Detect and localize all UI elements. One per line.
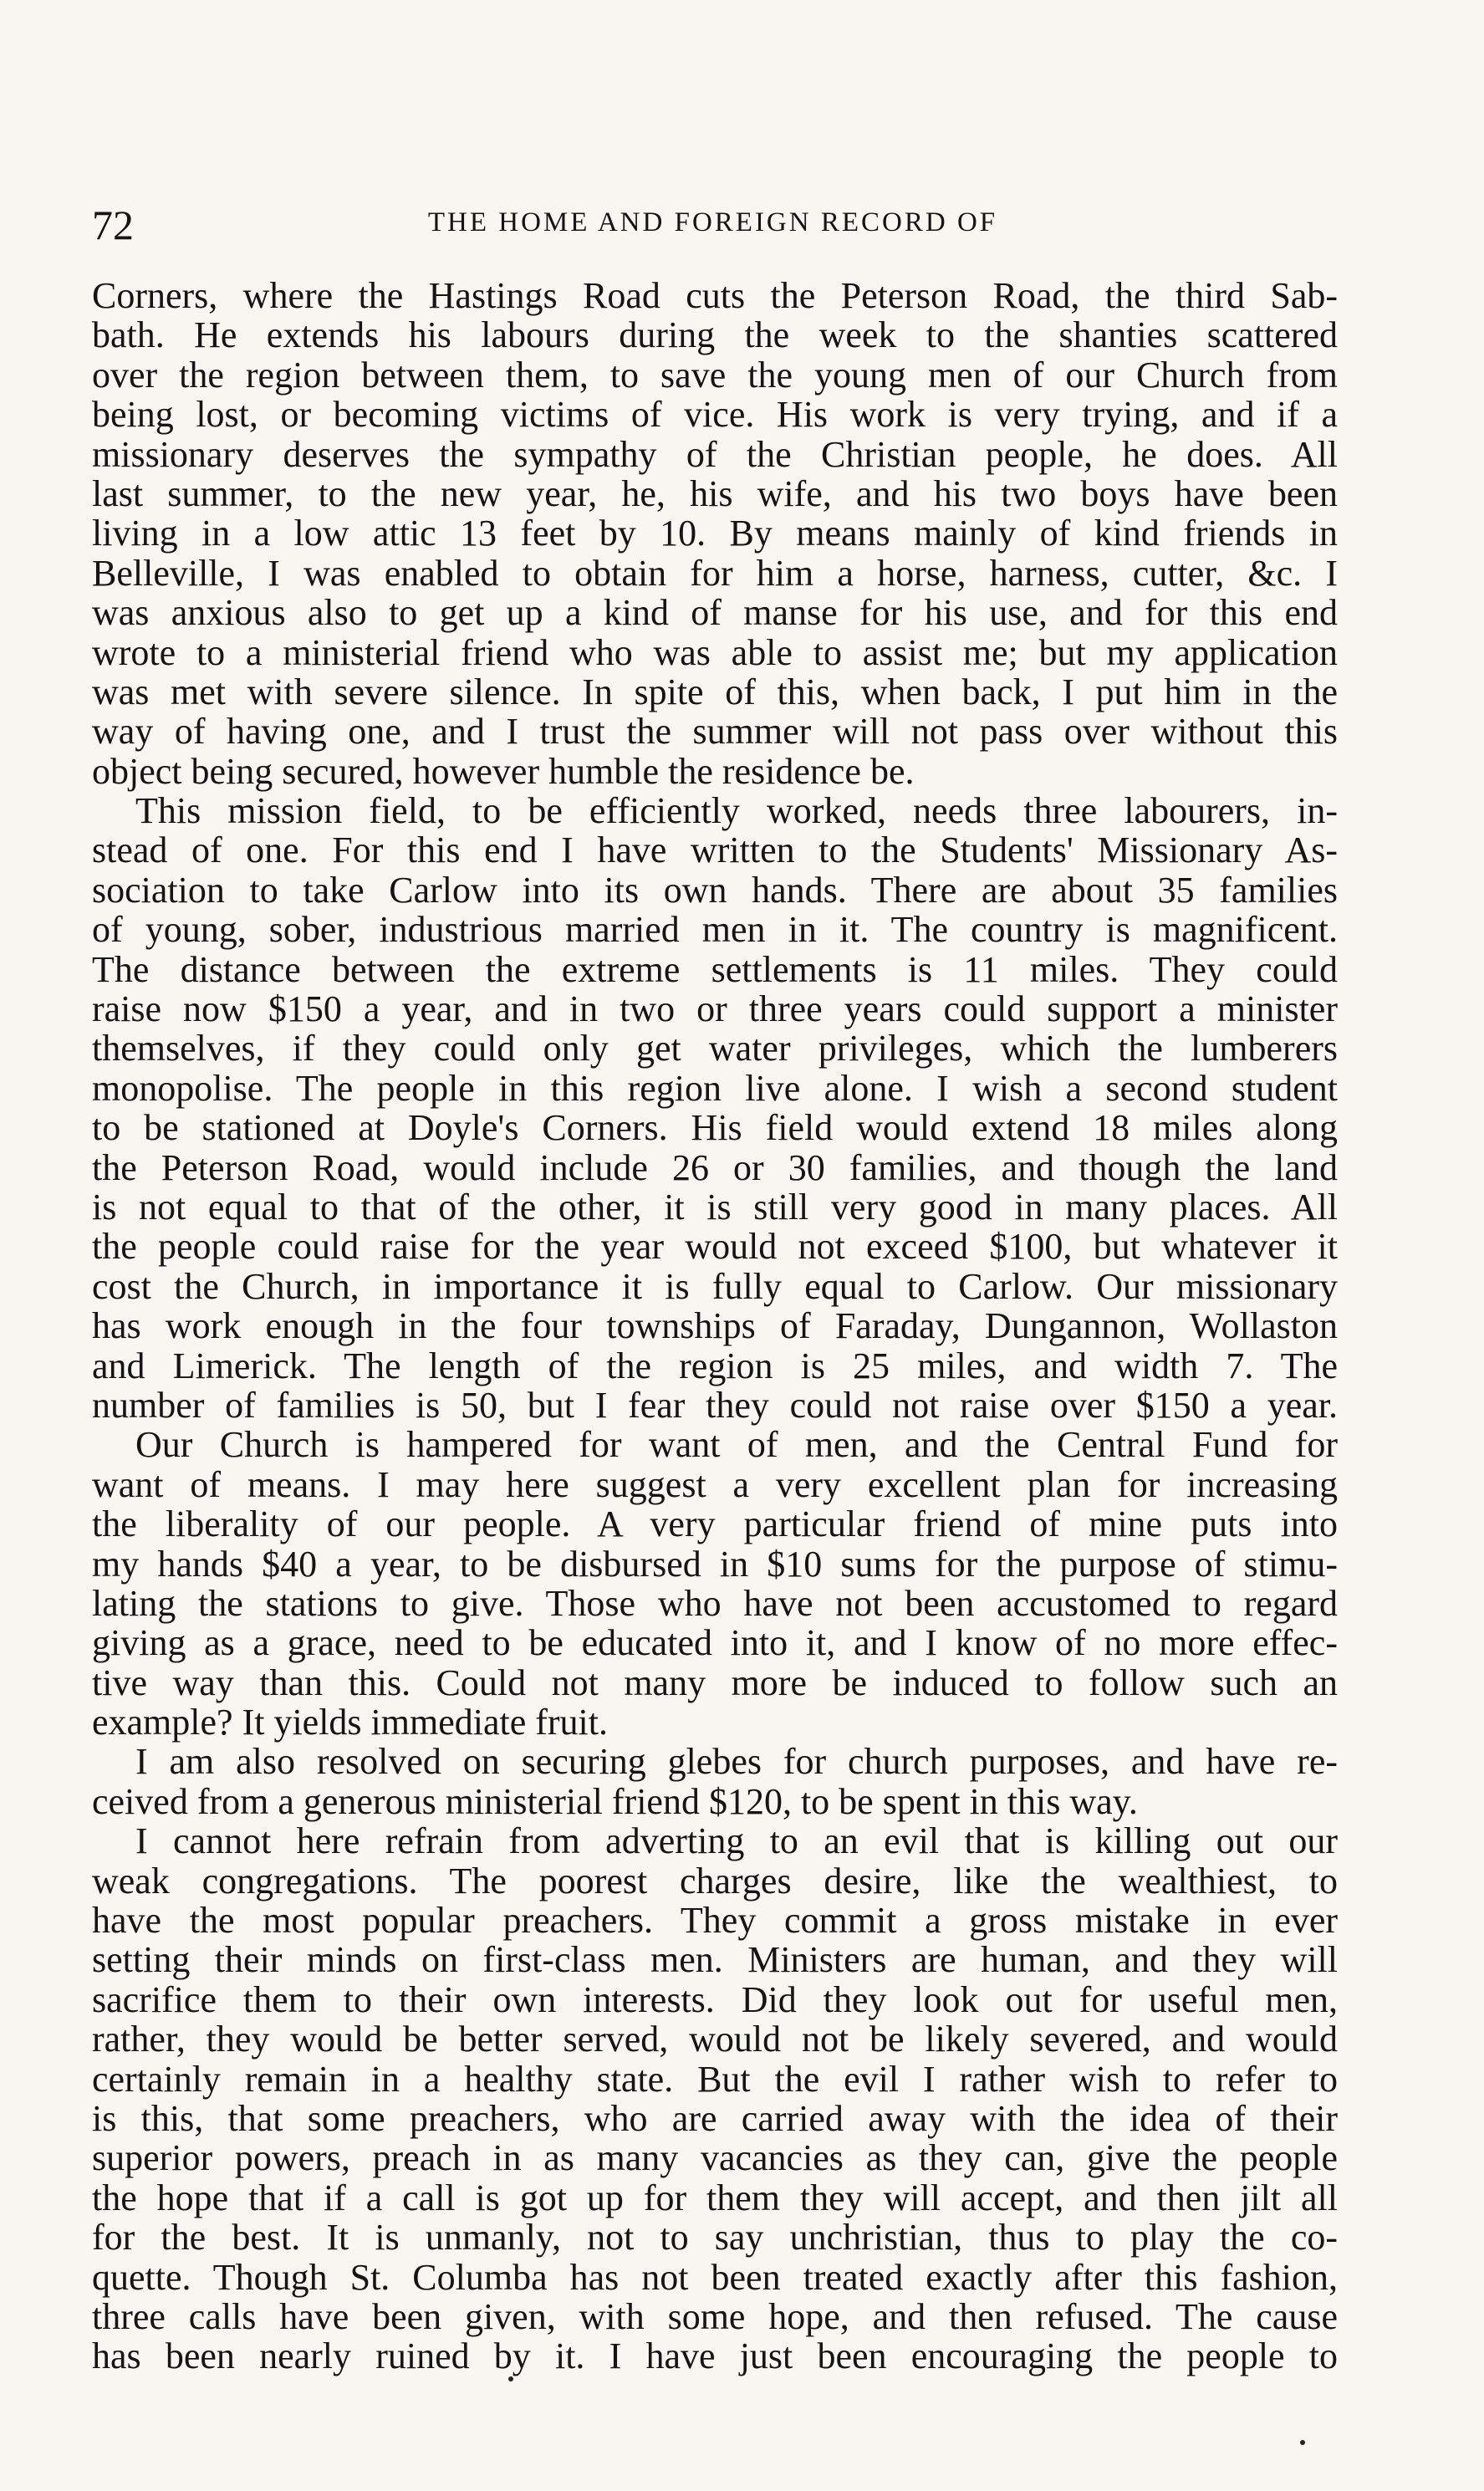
text-line: ceived from a generous ministerial friend $120, to be spent in this way.: [92, 1780, 1138, 1822]
text-line: stead of one. For this end I have written to the Students' Missionary As-: [92, 829, 1338, 871]
text-line: is this, that some preachers, who are carried away with the idea of their: [92, 2097, 1338, 2139]
text-line: giving as a grace, need to be educated into it, and I know of no more effec-: [92, 1622, 1338, 1664]
text-line: the liberality of our people. A very particular friend of mine puts into: [92, 1503, 1338, 1545]
print-speck: [1300, 2440, 1305, 2445]
page-number: 72: [92, 202, 134, 248]
text-line: missionary deserves the sympathy of the Christian people, he does. All: [92, 433, 1338, 475]
text-line: is not equal to that of the other, it is still very good in many places. All: [92, 1186, 1338, 1228]
text-line: being lost, or becoming victims of vice. His work is very trying, and if a: [92, 394, 1338, 436]
text-line: themselves, if they could only get water privileges, which the lumberers: [92, 1028, 1338, 1069]
text-line: have the most popular preachers. They commit a gross mistake in ever: [92, 1900, 1338, 1942]
text-line: way of having one, and I trust the summer will not pass over without this: [92, 711, 1338, 753]
text-line: three calls have been given, with some hope, and then refused. The cause: [92, 2295, 1338, 2337]
text-line: number of families is 50, but I fear they could not raise over $150 a year.: [92, 1384, 1338, 1426]
text-line: cost the Church, in importance it is fully equal to Carlow. Our missionary: [92, 1265, 1338, 1307]
text-line: lating the stations to give. Those who have not been accustomed to regard: [92, 1582, 1338, 1624]
text-line: sacrifice them to their own interests. Did they look out for useful men,: [92, 1978, 1338, 2020]
page-header: [92, 201, 1334, 251]
text-line: my hands $40 a year, to be disbursed in $10 sums for the purpose of stimu-: [92, 1543, 1338, 1585]
text-line: has work enough in the four townships of Faraday, Dungannon, Wollaston: [92, 1305, 1338, 1347]
text-line: has been nearly ruined by it. I have just been encouraging the people to: [92, 2335, 1338, 2377]
text-line: for the best. It is unmanly, not to say unchristian, thus to play the co-: [92, 2217, 1338, 2259]
text-line: sociation to take Carlow into its own hands. There are about 35 families: [92, 869, 1338, 911]
text-line: object being secured, however humble the residence be.: [92, 750, 915, 792]
text-line: I cannot here refrain from adverting to an evil that is killing out our: [135, 1820, 1338, 1862]
text-line: last summer, to the new year, he, his wife, and his two boys have been: [92, 472, 1338, 514]
text-line: was anxious also to get up a kind of manse for his use, and for this end: [92, 592, 1338, 634]
text-line: of young, sober, industrious married men in it. The country is magnificent.: [92, 909, 1338, 951]
text-line: the Peterson Road, would include 26 or 30 families, and though the land: [92, 1146, 1338, 1188]
print-speck: [508, 2376, 513, 2381]
text-line: This mission field, to be efficiently worked, needs three labourers, in-: [135, 790, 1338, 832]
text-line: example? It yields immediate fruit.: [92, 1702, 609, 1743]
text-line: monopolise. The people in this region live alone. I wish a second student: [92, 1067, 1338, 1109]
text-line: setting their minds on first-class men. Ministers are human, and they will: [92, 1939, 1338, 1981]
text-line: want of means. I may here suggest a very excellent plan for increasing: [92, 1463, 1338, 1505]
text-line: tive way than this. Could not many more be induced to follow such an: [92, 1662, 1338, 1703]
text-line: superior powers, preach in as many vacancies as they can, give the people: [92, 2137, 1338, 2179]
text-line: raise now $150 a year, and in two or three years could support a minister: [92, 988, 1338, 1030]
text-line: Belleville, I was enabled to obtain for him a horse, harness, cutter, &c. I: [92, 552, 1338, 594]
text-line: the people could raise for the year would not exceed $100, but whatever it: [92, 1226, 1338, 1268]
text-line: to be stationed at Doyle's Corners. His field would extend 18 miles along: [92, 1107, 1338, 1149]
text-line: certainly remain in a healthy state. But the evil I rather wish to refer to: [92, 2058, 1338, 2100]
text-line: rather, they would be better served, would not be likely severed, and would: [92, 2019, 1338, 2060]
text-line: wrote to a ministerial friend who was able to assist me; but my application: [92, 631, 1338, 673]
running-head: THE HOME AND FOREIGN RECORD OF: [427, 207, 998, 237]
text-line: over the region between them, to save the young men of our Church from: [92, 354, 1338, 396]
text-line: the hope that if a call is got up for them they will accept, and then jilt all: [92, 2177, 1338, 2218]
text-line: The distance between the extreme settlements is 11 miles. They could: [92, 948, 1338, 990]
text-line: weak congregations. The poorest charges desire, like the wealthiest, to: [92, 1860, 1338, 1901]
text-line: living in a low attic 13 feet by 10. By means mainly of kind friends in: [92, 513, 1338, 554]
text-line: was met with severe silence. In spite of this, when back, I put him in the: [92, 671, 1338, 712]
text-line: bath. He extends his labours during the week to the shanties scattered: [92, 314, 1338, 356]
text-line: I am also resolved on securing glebes for church purposes, and have re-: [135, 1741, 1338, 1783]
body-text: [92, 276, 1338, 2376]
text-line: Corners, where the Hastings Road cuts the Peterson Road, the third Sab-: [92, 275, 1338, 316]
text-line: and Limerick. The length of the region is 25 miles, and width 7. The: [92, 1345, 1338, 1386]
text-line: Our Church is hampered for want of men, and the Central Fund for: [135, 1424, 1338, 1466]
text-line: quette. Though St. Columba has not been treated exactly after this fashion,: [92, 2256, 1338, 2298]
